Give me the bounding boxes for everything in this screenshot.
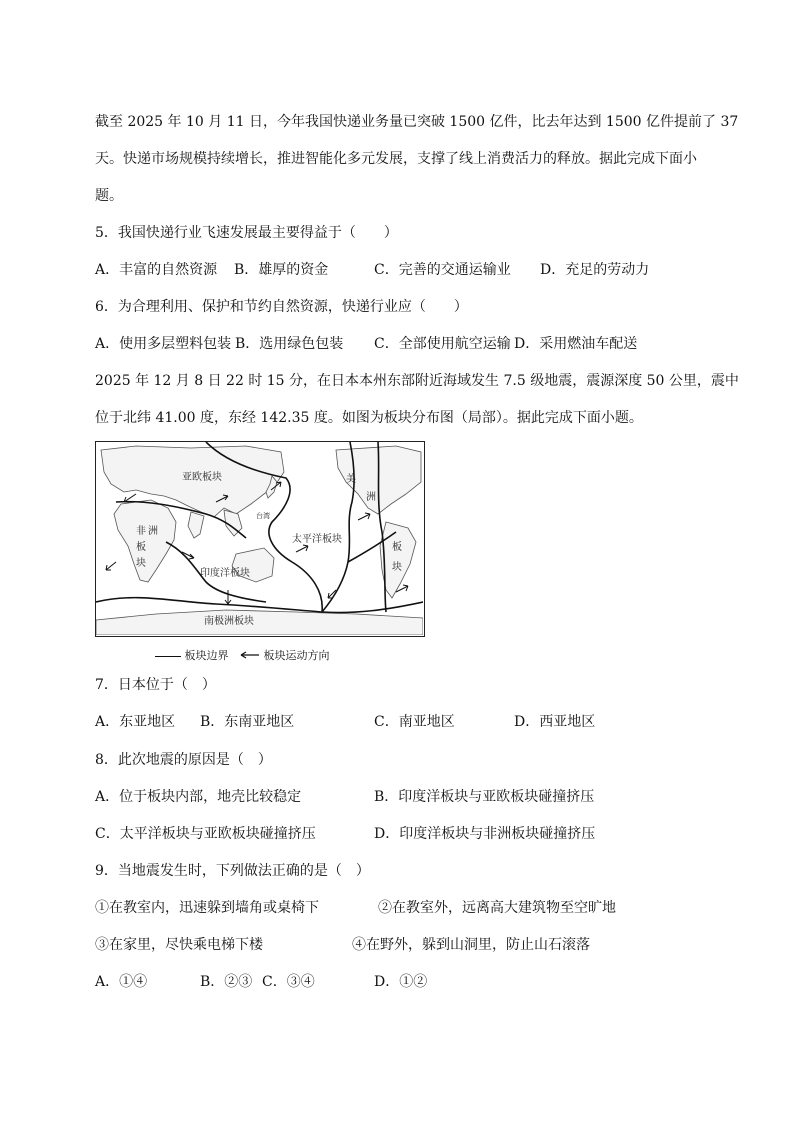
question-5-option-d: D．充足的劳动力 [540,262,650,278]
intro-line-1: 截至 2025 年 10 月 11 日，今年我国快递业务量已突破 1500 亿件，比去年达到 1500 亿件提前了 37 [95,114,739,130]
label-taiwan: 台湾 [256,512,270,520]
question-8-option-a: A．位于板块内部，地壳比较稳定 [95,789,302,805]
legend-boundary-line [155,656,181,657]
question-8-stem: 8．此次地震的原因是（ ） [95,752,272,768]
question-9-stem: 9．当地震发生时，下列做法正确的是（ ） [95,863,370,879]
question-9-statement-3: ③在家里，尽快乘电梯下楼 [95,937,263,953]
label-antarctic-plate: 南极洲板块 [204,616,254,627]
question-7-stem: 7．日本位于（ ） [95,677,216,693]
legend-arrow-icon [238,648,260,664]
quake-line-2: 位于北纬 41.00 度，东经 142.35 度。如图为板块分布图（局部）。据此完成下面小题。 [95,410,643,426]
map-legend [155,648,330,664]
quake-line-1: 2025 年 12 月 8 日 22 时 15 分，在日本本州东部附近海域发生 7.5 级地震，震源深度 50 公里，震中 [95,373,739,389]
question-5-stem: 5．我国快递行业飞速发展最主要得益于（ ） [95,225,398,241]
label-america-2: 洲 [366,492,376,503]
africa-landmass [114,500,176,582]
antarctica-landmass [96,610,423,635]
motion-arrow-5 [225,590,231,604]
question-7-option-c: C．南亚地区 [374,714,455,730]
label-indian-plate: 印度洋板块 [200,568,250,579]
intro-line-2: 天。快递市场规模持续增长，推进智能化多元发展，支撑了线上消费活力的释放。据此完成下面小 [95,151,697,167]
plate-map [96,442,423,635]
boundary-antarctic [96,598,423,613]
motion-arrow-8 [358,513,370,520]
question-7-option-b: B．东南亚地区 [200,714,295,730]
question-5-option-b: B．雄厚的资金 [234,262,329,278]
question-9-option-d: D．①② [374,974,428,990]
south-asia-landmass [188,512,204,538]
question-6-option-c: C．全部使用航空运输 [374,336,511,352]
label-america-1: 美 [346,474,356,485]
question-9-statement-2: ②在教室外，远离高大建筑物至空旷地 [378,900,616,916]
motion-arrow-10 [106,562,116,570]
question-6-option-a: A．使用多层塑料包装 [95,336,232,352]
label-eurasian-plate: 亚欧板块 [182,472,222,483]
motion-arrow-1 [124,494,136,502]
legend-boundary-label: 板块边界 [184,649,229,662]
question-8-option-d: D．印度洋板块与非洲板块碰撞挤压 [374,826,596,842]
question-5-option-c: C．完善的交通运输业 [374,262,511,278]
motion-arrow-6 [296,545,308,552]
question-6-option-d: D．采用燃油车配送 [514,336,638,352]
question-8-option-b: B．印度洋板块与亚欧板块碰撞挤压 [374,789,595,805]
label-plate-right-1: 板 [392,542,402,553]
label-african-4: 块 [136,558,146,569]
question-9-option-b: B．②③ [200,974,253,990]
question-7-option-d: D．西亚地区 [514,714,596,730]
question-7-option-a: A．东亚地区 [95,714,176,730]
label-african-2: 洲 [148,526,158,537]
question-5-option-a: A．丰富的自然资源 [95,262,218,278]
question-9-statement-1: ①在教室内，迅速躲到墙角或桌椅下 [95,900,319,916]
label-african-3: 板 [136,542,146,553]
question-9-option-a: A．①④ [95,974,148,990]
label-african-1: 非 [136,526,146,537]
label-pacific-plate: 太平洋板块 [292,534,342,545]
legend-motion-label: 板块运动方向 [263,649,330,662]
plate-map-figure [95,441,425,637]
question-8-option-c: C．太平洋板块与亚欧板块碰撞挤压 [95,826,316,842]
intro-line-3: 题。 [95,188,123,204]
question-6-option-b: B．选用绿色包装 [235,336,344,352]
question-6-stem: 6．为合理利用、保护和节约自然资源，快递行业应（ ） [95,299,468,315]
label-plate-right-2: 块 [392,562,402,573]
question-9-option-c: C．③④ [262,974,315,990]
question-9-statement-4: ④在野外，躲到山洞里，防止山石滚落 [352,937,590,953]
